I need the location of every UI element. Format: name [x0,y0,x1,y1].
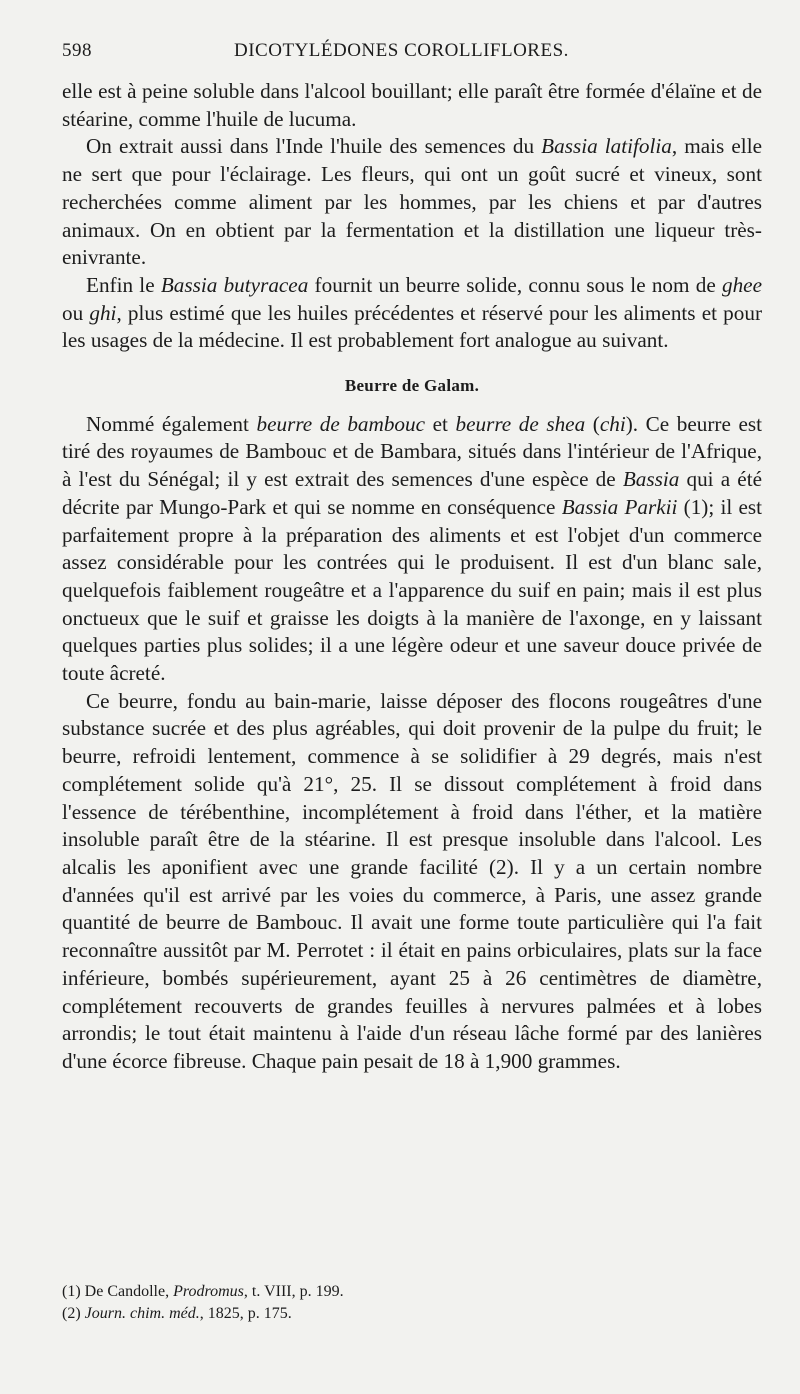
text-run: (1) De Candolle, [62,1283,174,1300]
text-run: , 1825, p. 175. [199,1305,292,1322]
text-run: fournit un beurre solide, connu sous le nom de [308,272,722,297]
text-run: , plus estimé que les huiles précédentes et réservé pour les aliments et pour les usages de la médecine. Il est probablement fort analogue au suivant. [62,300,763,353]
footnotes [62,1281,752,1325]
text-run: Nommé également [86,411,257,436]
running-title: DICOTYLÉDONES COROLLIFLORES. [234,40,569,61]
italic-text: Journ. chim. méd. [84,1305,200,1322]
italic-text: Bassia latifolia [541,134,672,159]
text-run: , mais elle ne sert que pour l'éclairage. Les fleurs, qui ont un goût sucré et vineux, sont recherchées comme aliment par les hommes, par les chiens et par d'autres animaux. On en obtient par la fermentation et la distillation une liqueur très-enivrante. [62,134,762,270]
paragraph [62,78,762,133]
body-text [62,78,762,1076]
paragraph [62,688,762,1076]
italic-text: Bassia Parkii [561,494,678,519]
italic-text: ghi [89,300,117,325]
paragraph [62,411,762,688]
italic-text: Bassia butyracea [160,272,309,297]
page-number: 598 [62,40,92,61]
text-run: , t. VIII, p. 199. [243,1283,344,1300]
text-run: qui a été décrite par Mungo-Park et qui se nomme en conséquence [62,467,762,519]
italic-text: ghee [721,272,762,297]
footnote [62,1303,752,1325]
italic-text: beurre de shea [455,411,586,436]
text-run: Enfin le [86,272,161,297]
italic-text: chi [599,411,626,436]
text-run: (1); il est parfaitement propre à la préparation des aliments et est l'objet d'un commerce assez considérable pour les contrées qui le produisent. Il est d'un blanc sale, quelquefois faiblement rougeâtre et a l'apparence du suif en pain; mais il est plus onctueux que le suif et graisse les doigts à la manière de l'axonge, en y laissant quelques parties plus solides; il a une légère odeur et une saveur douce privée de toute âcreté. [62,494,763,686]
italic-text: beurre de bambouc [256,411,426,436]
text-run: Ce beurre, fondu au bain-marie, laisse déposer des flocons rougeâtres d'une substance sucrée et des plus agréables, qui doit provenir de la pulpe du fruit; le beurre, refroidi lentement, commence à se solidifier à 29 degrés, mais n'est complétement solide qu'à 21°, 25. Il se dissout complétement à froid dans l'essence de térébenthine, incomplétement à froid dans l'éther, et la matière insoluble paraît être de la stéarine. Il est presque insoluble dans l'alcool. Les alcalis les aponifient avec une grande facilité (2). Il y a un certain nombre d'années qu'il est arrivé par les voies du commerce, à Paris, une assez grande quantité de beurre de Bambouc. Il avait une forme toute particulière qui l'a fait reconnaître aussitôt par M. Perrotet : il était en pains orbiculaires, plats sur la face inférieure, bombés supérieurement, ayant 25 à 26 centimètres de diamètre, complétement recouverts de grandes feuilles à nervures palmées et à lobes arrondis; le tout était maintenu à l'aide d'un réseau lâche formé par des lanières d'une écorce fibreuse. Chaque pain pesait de 18 à 1,900 grammes. [62,688,762,1073]
italic-text: Bassia [622,467,680,492]
text-run: et [425,411,456,436]
text-run: On extrait aussi dans l'Inde l'huile des semences du [86,134,542,159]
text-run: elle est à peine soluble dans l'alcool bouillant; elle paraît être formée d'élaïne et de stéarine, comme l'huile de lucuma. [62,79,762,131]
paragraph [62,133,762,272]
text-run: ). Ce beurre est tiré des royaumes de Bambouc et de Bambara, situés dans l'intérieur de l'Afrique, à l'est du Sénégal; il y est extrait des semences d'une espèce de [62,411,762,492]
text-run: ( [585,411,600,436]
section-heading: Beurre de Galam. [344,376,480,396]
text-run: ou [62,300,90,325]
text-run: (2) [62,1305,85,1322]
paragraph [62,272,762,355]
italic-text: Prodromus [173,1283,244,1300]
footnote [62,1281,752,1303]
